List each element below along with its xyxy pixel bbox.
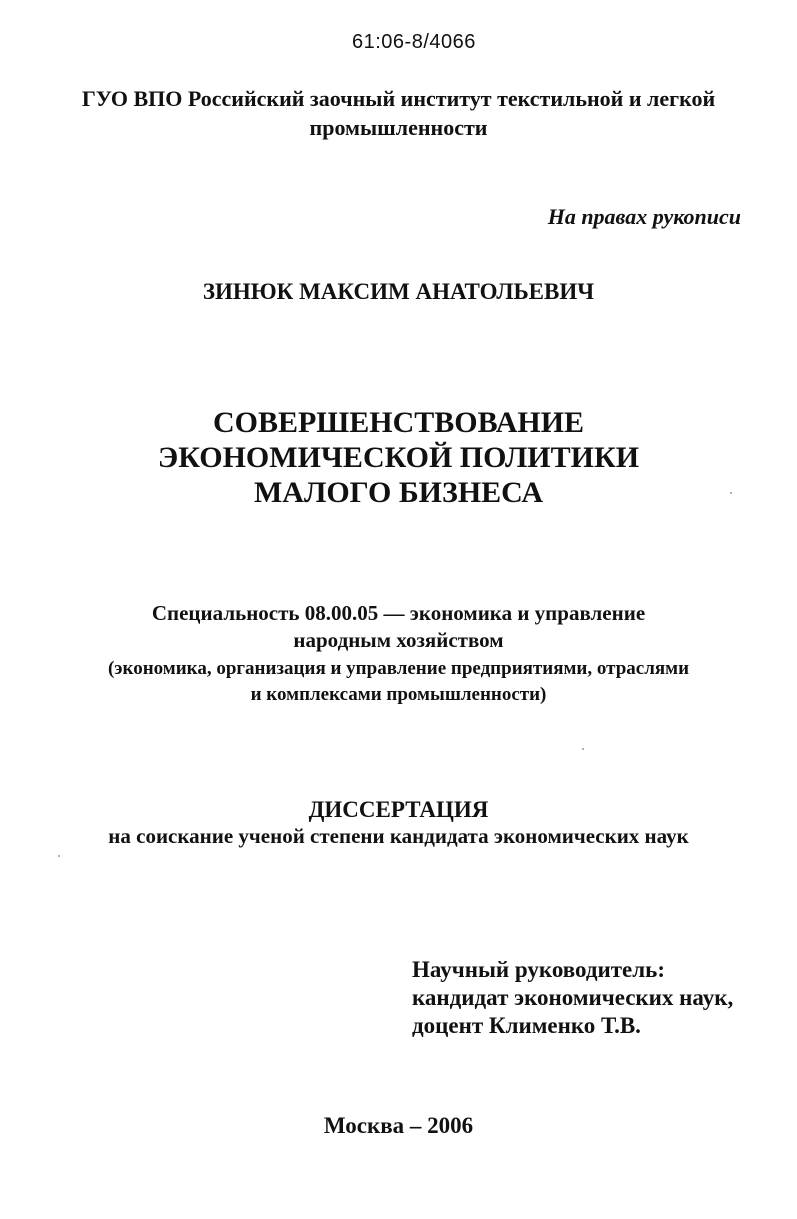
scan-speck [58,855,60,857]
institution-line-2: промышленности [309,115,488,140]
manuscript-rights: На правах рукописи [547,204,741,229]
specialty-line-4: и комплексами промышленности) [250,684,547,705]
title-line-2: ЭКОНОМИЧЕСКОЙ ПОЛИТИКИ [157,441,640,474]
city-year: Москва – 2006 [323,1113,474,1138]
specialty-line-1: Специальность 08.00.05 — экономика и управление [151,601,646,625]
scan-speck [582,748,584,750]
advisor-line-3: доцент Клименко Т.В. [412,1013,641,1038]
advisor-line-1: Научный руководитель: [412,957,665,982]
specialty-line-2: народным хозяйством [293,628,504,652]
author-name: ЗИНЮК МАКСИМ АНАТОЛЬЕВИЧ [202,279,595,304]
advisor-line-2: кандидат экономических наук, [412,985,734,1010]
scan-speck [730,492,732,494]
title-line-3: МАЛОГО БИЗНЕСА [253,476,544,509]
title-line-1: СОВЕРШЕНСТВОВАНИЕ [212,406,585,439]
institution-line-1: ГУО ВПО Российский заочный институт текстильной и легкой [81,86,716,111]
dissertation-heading: ДИССЕРТАЦИЯ [308,797,489,822]
specialty-line-3: (экономика, организация и управление предприятиями, отраслями [107,658,690,679]
registration-number: 61:06-8/4066 [352,31,476,53]
dissertation-subtitle: на соискание ученой степени кандидата экономических наук [108,824,689,848]
